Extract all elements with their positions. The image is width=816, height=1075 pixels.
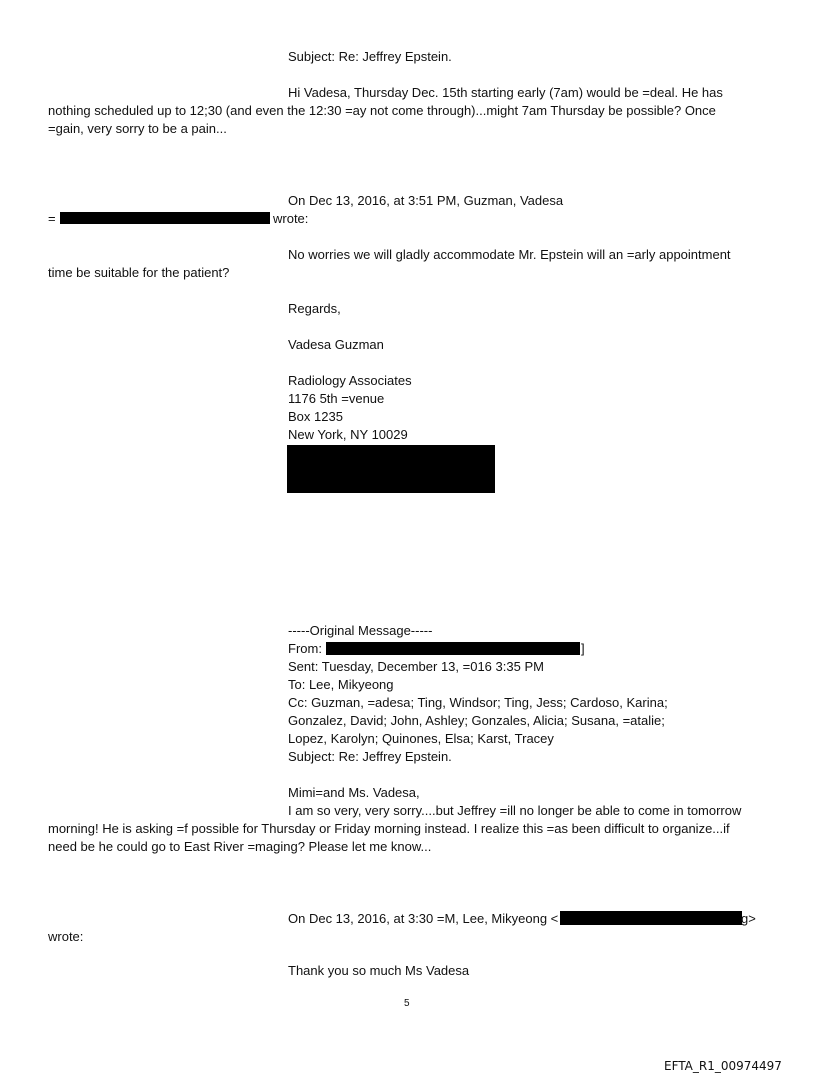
address-line: Radiology Associates: [288, 373, 412, 388]
address-line: New York, NY 10029: [288, 427, 408, 442]
original-subject: Subject: Re: Jeffrey Epstein.: [288, 749, 452, 764]
sender-name: Vadesa Guzman: [288, 337, 384, 352]
sent-line: Sent: Tuesday, December 13, =016 3:35 PM: [288, 659, 544, 674]
quote-header-suffix: wrote:: [273, 211, 309, 226]
address-line: 1176 5th =venue: [288, 391, 385, 406]
address-line: Box 1235: [288, 409, 343, 424]
from-close: ]: [581, 641, 585, 656]
original-body-line: need be he could go to East River =maging? Please let me know...: [48, 839, 432, 854]
redaction-bar: [60, 212, 270, 224]
quote-body-line: No worries we will gladly accommodate Mr. Epstein will an =arly appointment: [288, 247, 731, 262]
original-body-line: morning! He is asking =f possible for Thursday or Friday morning instead. I realize this =as been difficult to organize...if: [48, 821, 730, 836]
redaction-bar: [560, 911, 742, 925]
page-number: 5: [404, 998, 410, 1009]
email-body-line: Hi Vadesa, Thursday Dec. 15th starting early (7am) would be =deal. He has: [288, 85, 723, 100]
cc-line: Cc: Guzman, =adesa; Ting, Windsor; Ting, Jess; Cardoso, Karina;: [288, 695, 668, 710]
cc-line: Lopez, Karolyn; Quinones, Elsa; Karst, Tracey: [288, 731, 554, 746]
quote-header: On Dec 13, 2016, at 3:30 =M, Lee, Mikyeong <: [288, 911, 559, 926]
quote-header: On Dec 13, 2016, at 3:51 PM, Guzman, Vadesa: [288, 193, 564, 208]
quote-body-line: time be suitable for the patient?: [48, 265, 230, 280]
email-body-line: =gain, very sorry to be a pain...: [48, 121, 227, 136]
quote-regards: Regards,: [288, 301, 341, 316]
original-message-divider: -----Original Message-----: [288, 623, 433, 638]
cc-line: Gonzalez, David; John, Ashley; Gonzales, Alicia; Susana, =atalie;: [288, 713, 665, 728]
from-label: From:: [288, 641, 322, 656]
original-body-line: I am so very, very sorry....but Jeffrey =ill no longer be able to come in tomorrow: [288, 803, 742, 818]
email-subject: Subject: Re: Jeffrey Epstein.: [288, 49, 452, 64]
greeting: Mimi=and Ms. Vadesa,: [288, 785, 420, 800]
redaction-block: [287, 445, 495, 493]
quote-wrote: wrote:: [48, 929, 84, 944]
quote-body-line: Thank you so much Ms Vadesa: [288, 963, 470, 978]
to-line: To: Lee, Mikyeong: [288, 677, 394, 692]
email-body-line: nothing scheduled up to 12;30 (and even the 12:30 =ay not come through)...might 7am Thursday be possible? Once: [48, 103, 716, 118]
document-id: EFTA_R1_00974497: [664, 1059, 782, 1073]
quote-header-prefix: =: [48, 211, 56, 226]
redaction-bar: [326, 642, 580, 655]
quote-header-close: g>: [741, 911, 756, 926]
